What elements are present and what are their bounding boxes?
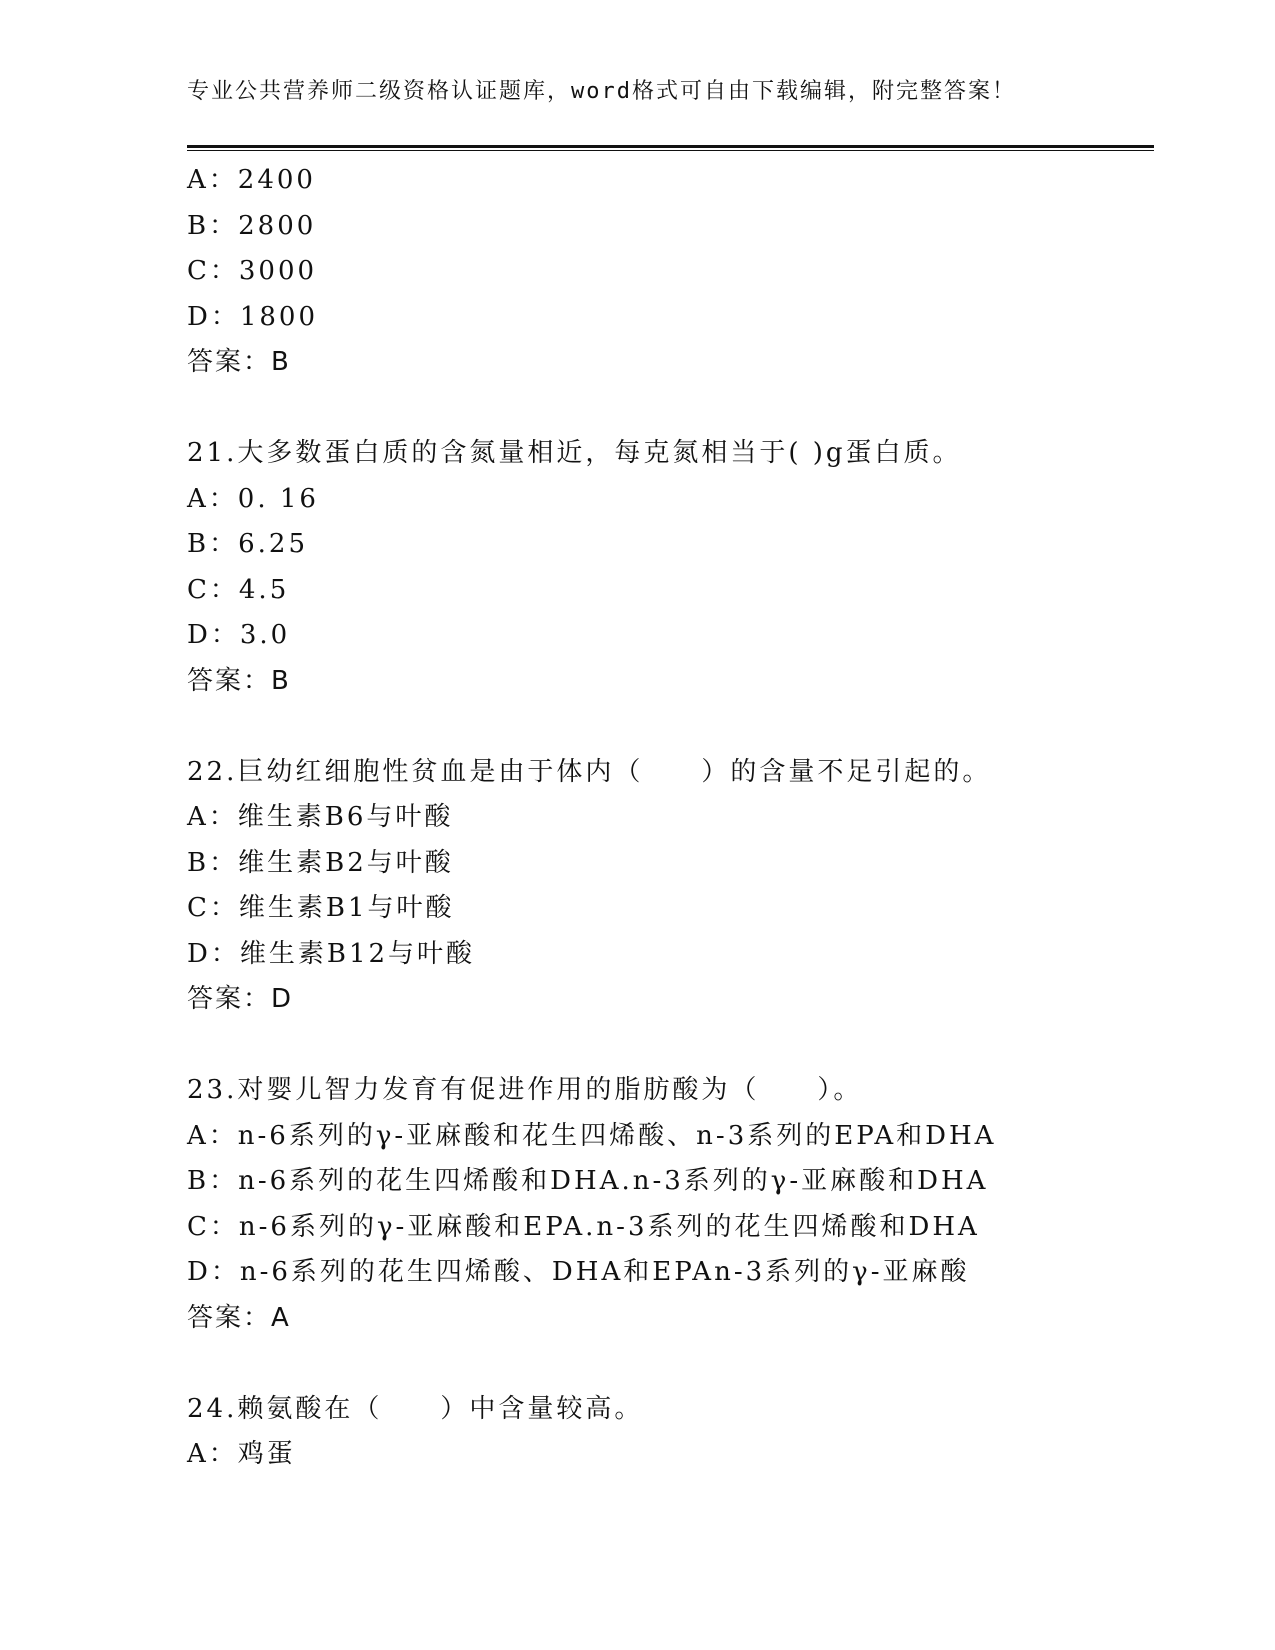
option-a: A：鸡蛋 xyxy=(187,1439,296,1469)
question-block-21 xyxy=(187,431,1187,704)
answer: 答案：D xyxy=(187,984,294,1014)
document-body xyxy=(187,158,1187,1478)
option-c: C：4.5 xyxy=(187,574,290,605)
option-d: D：1800 xyxy=(187,301,319,332)
question-text: 22.巨幼红细胞性贫血是由于体内（ ）的含量不足引起的。 xyxy=(187,756,992,787)
option-a: A：维生素B6与叶酸 xyxy=(187,802,454,832)
spacer xyxy=(187,386,1187,432)
answer: 答案：B xyxy=(187,665,291,696)
page-header: 专业公共营养师二级资格认证题库，word格式可自由下载编辑，附完整答案！ xyxy=(187,79,1016,104)
question-block-24 xyxy=(187,1387,1187,1478)
spacer xyxy=(187,1023,1187,1069)
option-d: D：3.0 xyxy=(187,620,291,650)
spacer xyxy=(187,1341,1187,1387)
option-d: D：维生素B12与叶酸 xyxy=(187,938,476,969)
option-b: B：2800 xyxy=(187,210,317,241)
question-block-prev xyxy=(187,158,1187,386)
question-block-23 xyxy=(187,1068,1187,1341)
option-d: D：n-6系列的花生四烯酸、DHA和EPAn-3系列的γ-亚麻酸 xyxy=(187,1257,970,1287)
option-b: B：n-6系列的花生四烯酸和DHA.n-3系列的γ-亚麻酸和DHA xyxy=(187,1166,989,1196)
question-text: 21.大多数蛋白质的含氮量相近，每克氮相当于( )g蛋白质。 xyxy=(187,438,962,468)
option-b: B：维生素B2与叶酸 xyxy=(187,847,454,878)
question-text: 23.对婴儿智力发育有促进作用的脂肪酸为（ ）。 xyxy=(187,1075,863,1105)
option-c: C：3000 xyxy=(187,256,318,286)
answer: 答案：B xyxy=(187,347,291,377)
spacer xyxy=(187,704,1187,750)
question-text: 24.赖氨酸在（ ）中含量较高。 xyxy=(187,1393,644,1424)
question-block-22 xyxy=(187,750,1187,1023)
option-c: C：维生素B1与叶酸 xyxy=(187,893,455,923)
answer: 答案：A xyxy=(187,1302,291,1333)
option-a: A：n-6系列的γ-亚麻酸和花生四烯酸、n-3系列的EPA和DHA xyxy=(187,1120,997,1151)
option-b: B：6.25 xyxy=(187,529,308,559)
header-divider xyxy=(187,145,1154,151)
option-c: C：n-6系列的γ-亚麻酸和EPA.n-3系列的花生四烯酸和DHA xyxy=(187,1211,980,1242)
option-a: A：0. 16 xyxy=(187,483,319,514)
option-a: A：2400 xyxy=(187,165,316,195)
